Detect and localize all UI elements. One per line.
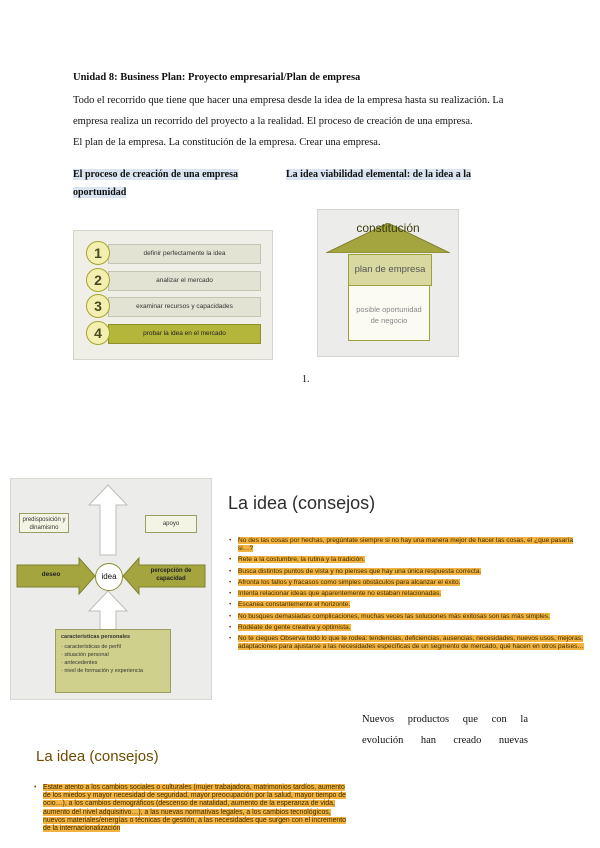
consejos-title: La idea (consejos) [228,493,376,513]
characteristics-item: · nivel de formación y experiencia [61,668,143,674]
word: creado [453,735,482,746]
list-item-text: Afronta los fallos y fracasos como simples obstáculos para alcanzar el éxito. [238,578,461,586]
plan-box: plan de empresa [348,254,432,286]
intro-line: empresa realiza un recorrido del proyecto a la realidad. El proceso de creación de una empresa. [73,116,473,127]
subheading-viability [286,166,516,184]
subheading-process [73,166,273,202]
word: han [420,735,436,746]
word: evolución [362,735,404,746]
step-number: 1 [86,241,110,265]
list-item [229,613,589,621]
list-item-text: No des las cosas por hechas, pregúntate siempre si no hay una manera mejor de hacer las cosas, el ¿que pasaría si…? [238,537,573,552]
word: la [520,714,528,725]
step-item [86,269,256,289]
idea-circle: idea [95,563,123,591]
opportunity-label: posible oportunidad [356,305,422,314]
consejos-list-2 [34,784,352,837]
word: que [462,714,478,725]
nuevos-line [362,709,528,730]
nuevos-paragraph [362,709,528,751]
desire-label: deseo [41,571,61,578]
list-item-text: Escanea constantemente el horizonte. [238,601,351,609]
list-item [229,579,589,587]
steps-figure [73,230,273,360]
page-heading: Unidad 8: Business Plan: Proyecto empresarial/Plan de empresa [73,72,361,83]
list-item-text: Estate atento a los cambios sociales o culturales (mujer trabajadora, matrimonios tardíos, aumento de los miedos y mayor necesidad de seguridad, mayor preocupación por la salud, mayor tiempo de ocio…), a los cambios demográficos (descenso de natalidad, aumento de la esperanza de vida, aumento del nivel adquisitivo…), a las nuevas normativas legales, a los cambios tecnológicos, nuevos materiales/energías o técnicas de gestión, a las necesidades que surgen con el incremento de la internacionalización [43,784,346,833]
step-number: 4 [86,321,110,345]
list-item [229,568,589,576]
word: Nuevos [362,714,395,725]
constitution-figure [317,209,459,357]
step-label: analizar el mercado [108,271,261,291]
step-number: 3 [86,294,110,318]
word: nuevas [498,735,528,746]
characteristics-box [55,629,171,693]
list-item-text: Intenta relacionar ideas que aparentemente no estaban relacionadas. [238,590,442,598]
idea-diagram [10,478,212,700]
step-label: probar la idea en el mercado [108,324,261,344]
subheading-process-line1: El proceso de creación de una empresa [73,169,238,180]
roof-label: constitución [356,221,420,235]
list-item-text: Busca distintos puntos de vista y no pienses que hay una única respuesta correcta. [238,567,482,575]
step-label: definir perfectamente la idea [108,244,261,264]
intro-line: Todo el recorrido que tiene que hacer una empresa desde la idea de la empresa hasta su realización. La [73,95,504,106]
list-item [229,635,589,651]
subheading-process-line2: oportunidad [73,187,127,198]
list-item [229,601,589,609]
list-item [34,784,352,833]
step-item [86,242,256,262]
nuevos-line [362,730,528,751]
intro-paragraph [73,90,543,153]
perception-label: percepción de capacidad [150,568,192,582]
list-item [229,590,589,598]
word: con [491,714,507,725]
list-item [229,624,589,632]
list-item-text: No busques demasiadas complicaciones, muchas veces las soluciones más exitosas son las más simples. [238,612,550,620]
consejos-title-2: La idea (consejos) [36,748,159,765]
characteristics-item: · situación personal [61,652,109,658]
characteristics-item: · características de perfil [61,644,121,650]
support-box: apoyo [145,515,197,533]
word: productos [407,714,450,725]
list-item-text: Rete a la costumbre, la rutina y la tradición. [238,556,365,564]
step-item-active [86,322,256,342]
opportunity-box [348,285,430,341]
characteristics-title: características personales [61,634,131,640]
list-item [229,537,589,553]
subheading-viability-text: La idea viabilidad elemental: de la idea a la [286,169,472,180]
list-item-text: Rodéate de gente creativa y optimista. [238,624,351,632]
step-label: examinar recursos y capacidades [108,297,261,317]
step-item [86,295,256,315]
characteristics-item: · antecedentes [61,660,98,666]
list-item-text: No te ciegues Observa todo lo que te rodea: tendencias, deficiencias, ausencias, necesidades, nuevos usos, mejoras, adaptaciones para ajustarse a las necesidades específicas de un segmento de mercado, qué hacen en otros países… [238,635,585,651]
business-label: de negocio [370,316,408,325]
list-item [229,556,589,564]
predisposition-box: predisposición y dinamismo [19,513,69,533]
consejos-list [229,537,589,655]
intro-line: El plan de la empresa. La constitución de la empresa. Crear una empresa. [73,137,381,148]
step-number: 2 [86,268,110,292]
page-number: 1. [302,374,310,385]
